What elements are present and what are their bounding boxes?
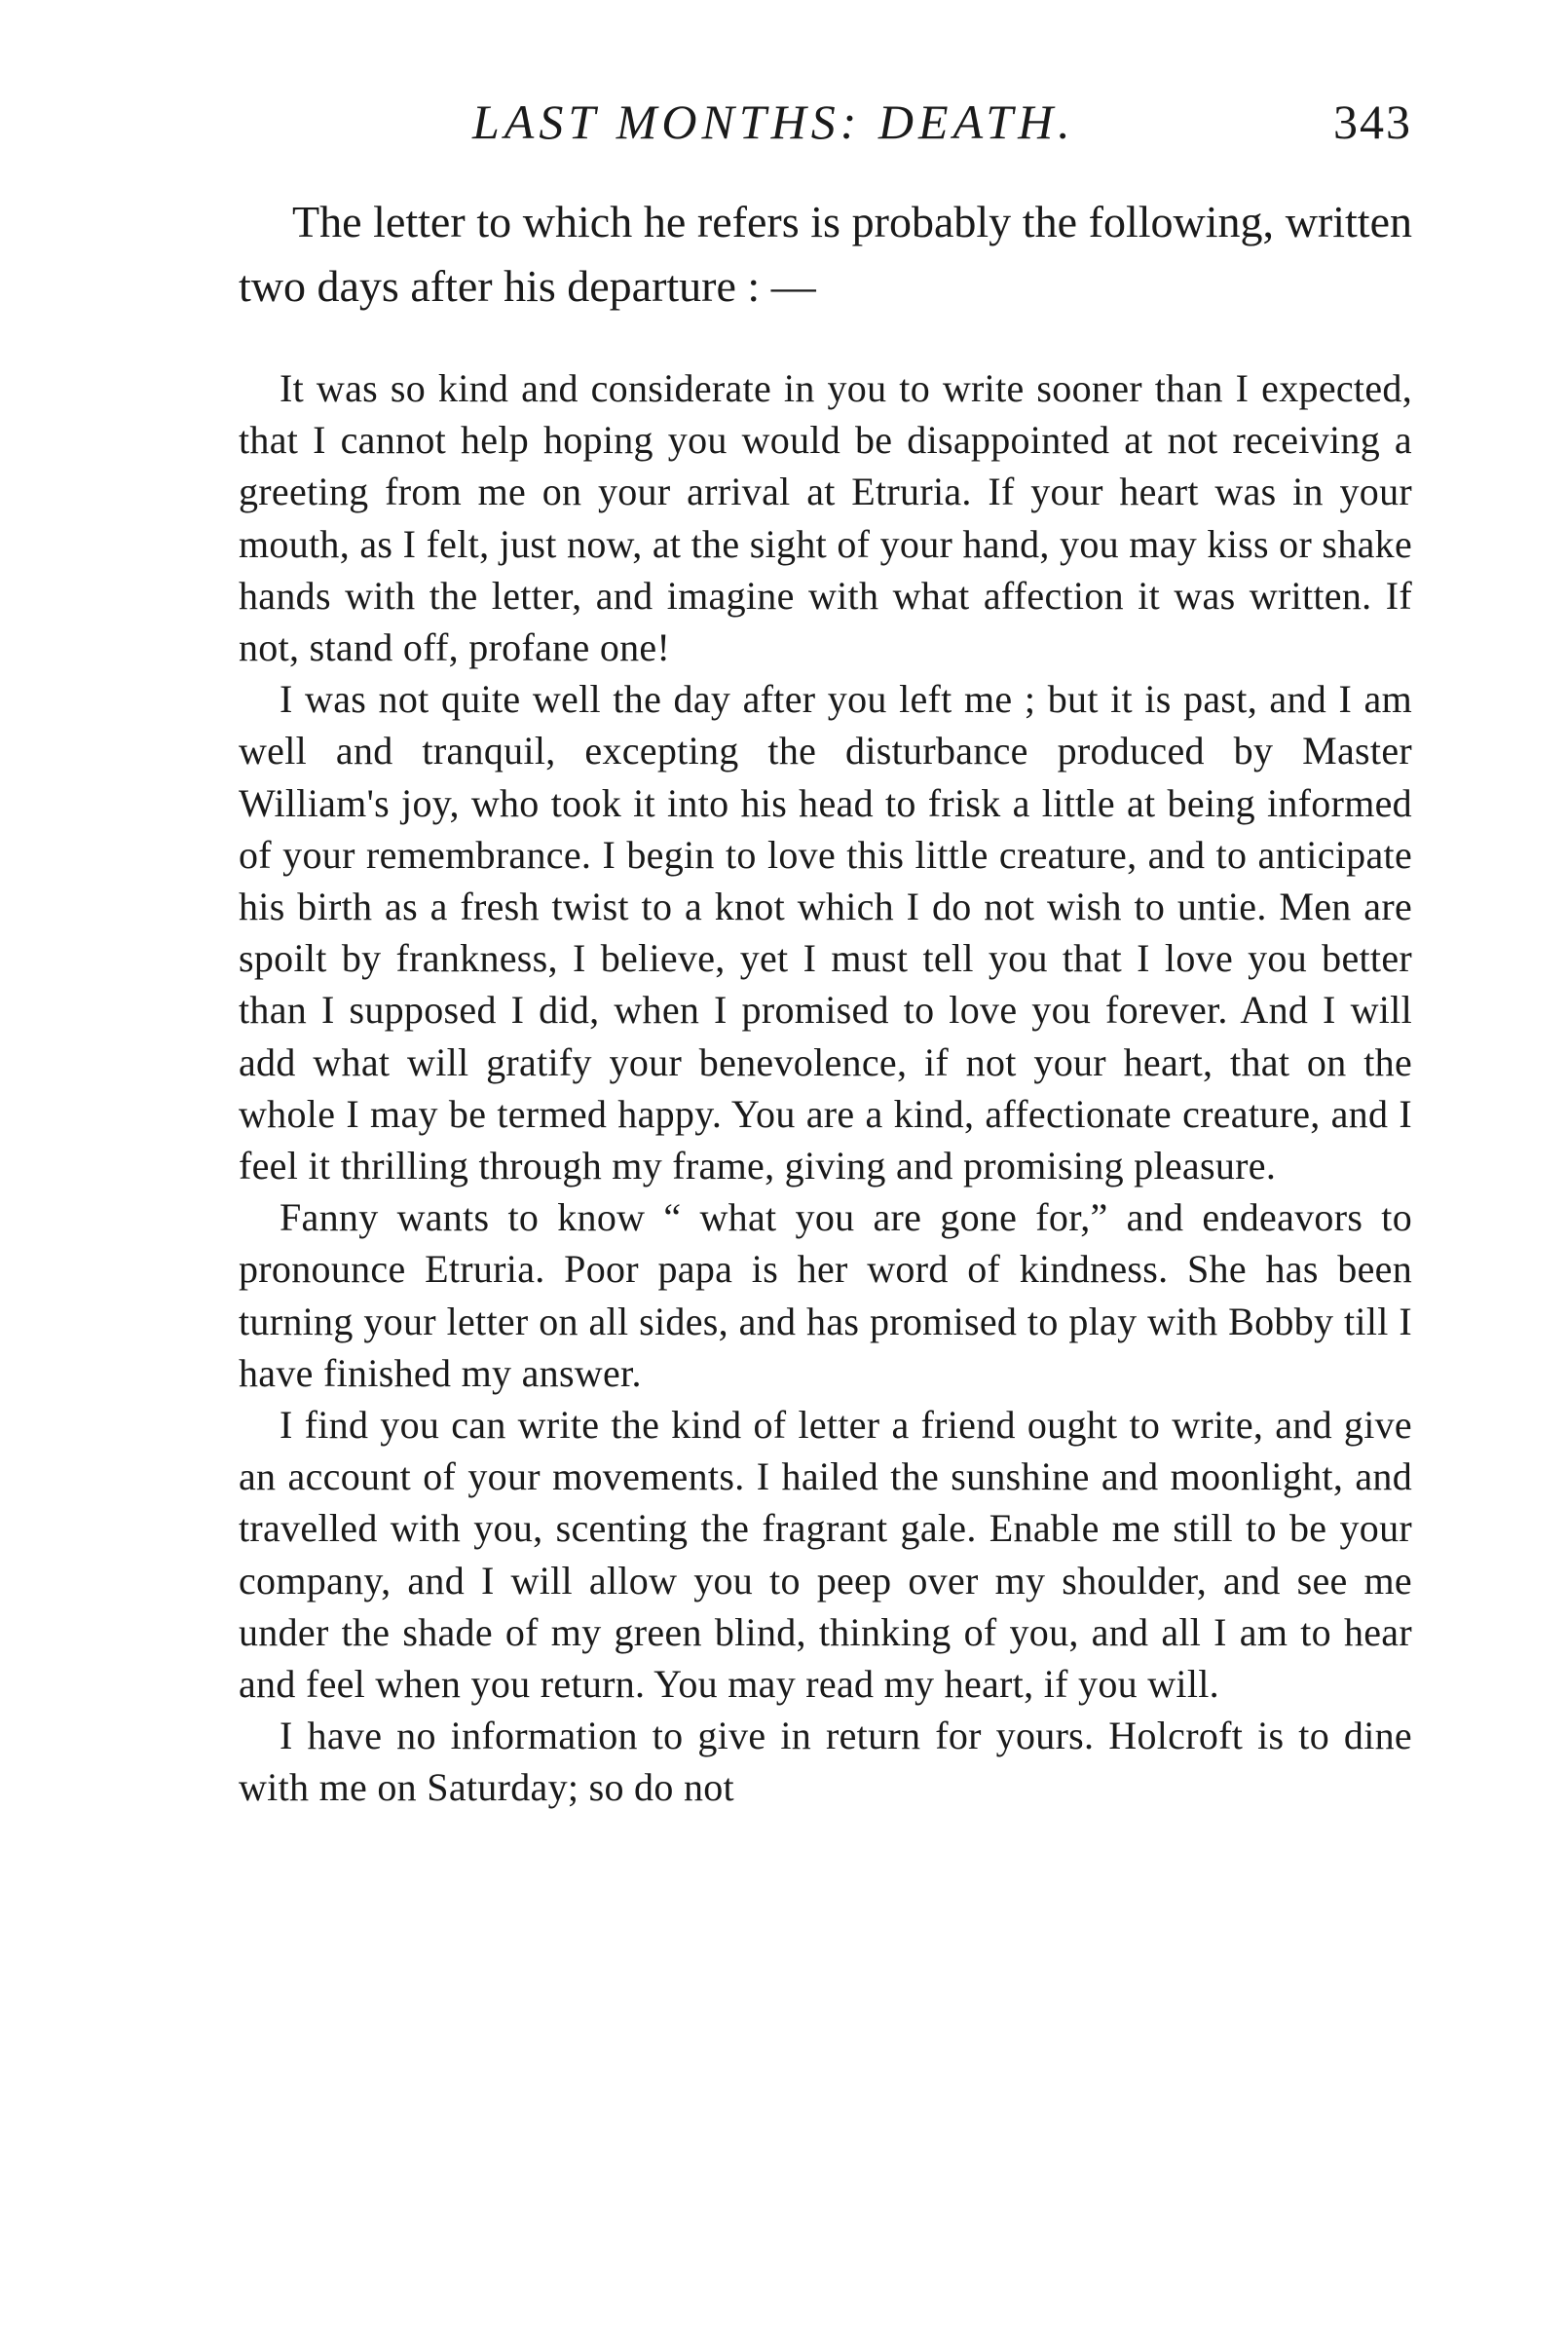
running-title: LAST MONTHS: DEATH.	[472, 94, 1075, 149]
page-number: 343	[1333, 94, 1412, 149]
intro-paragraph: The letter to which he refers is probably the following, written two days after his departure : —	[239, 197, 1412, 311]
letter-paragraph: I was not quite well the day after you left me ; but it is past, and I am well and tranquil, excepting the disturbance produced by Master William's joy, who took it into his head to frisk a little at being informed of your remembrance. I begin to love this little creature, and to anticipate his birth as a fresh twist to a knot which I do not wish to untie. Men are spoilt by frankness, I believe, yet I must tell you that I love you better than I supposed I did, when I promised to love you forever. And I will add what will gratify your benevolence, if not your heart, that on the whole I may be termed happy. You are a kind, affectionate creature, and I feel it thrilling through my frame, giving and promising pleasure.	[239, 677, 1412, 1188]
letter-quotation	[239, 362, 1412, 1814]
running-head	[239, 88, 1412, 156]
letter-paragraph: It was so kind and considerate in you to write sooner than I expected, that I cannot help hoping you would be disappointed at not receiving a greeting from me on your arrival at Etruria. If your heart was in your mouth, as I felt, just now, at the sight of your hand, you may kiss or shake hands with the letter, and imagine with what affection it was written. If not, stand off, profane one!	[239, 366, 1412, 670]
letter-paragraph: I find you can write the kind of letter a friend ought to write, and give an account of your movements. I hailed the sunshine and moonlight, and travelled with you, scenting the fragrant gale. Enable me still to be your company, and I will allow you to peep over my shoulder, and see me under the shade of my green blind, thinking of you, and all I am to hear and feel when you return. You may read my heart, if you will.	[239, 1403, 1412, 1707]
letter-paragraph: I have no information to give in return for yours. Holcroft is to dine with me on Saturday; so do not	[239, 1714, 1412, 1810]
letter-paragraph: Fanny wants to know “ what you are gone for,” and endeavors to pronounce Etruria. Poor papa is her word of kindness. She has been turning your letter on all sides, and has promised to play with Bobby till I have finished my answer.	[239, 1195, 1412, 1395]
